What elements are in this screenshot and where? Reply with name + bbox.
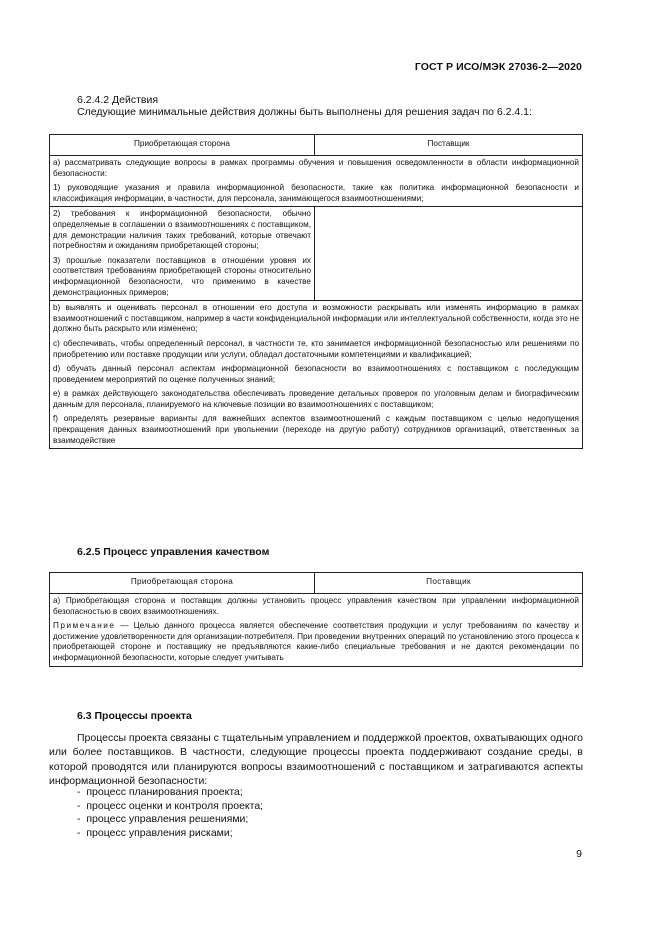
section-6-2-4-2-title: 6.2.4.2 Действия xyxy=(77,94,159,106)
section-6-2-5-title: 6.2.5 Процесс управления качеством xyxy=(77,546,270,558)
list-item: - процесс управления рисками; xyxy=(77,827,263,841)
table-row xyxy=(50,207,583,301)
table-note xyxy=(53,621,579,663)
column-header-acquirer: Приобретающая сторона xyxy=(50,135,315,156)
table-paragraph: 2) требования к информационной безопасности, обычно определяемые в соглашении о взаимоотношениях с поставщиком, для демонстрации наличия таких требований, которые отвечают потребностям и ожиданиям приобретающей стороны; xyxy=(53,209,311,251)
table-paragraph: c) обеспечивать, чтобы определенный персонал, в частности те, кто занимается информационной безопасностью или решениями по приобретению или поставке продукции или услуги, обладал достаточными компетенциями и квалификацией; xyxy=(53,338,579,359)
actions-table xyxy=(49,134,583,449)
list-item: - процесс оценки и контроля проекта; xyxy=(77,800,263,814)
table-row xyxy=(50,594,583,667)
table-paragraph: 3) прошлые показатели поставщиков в отношении уровня их соответствия требованиям приобретающей стороны относительно информационной безопасности, что применимо в качестве демонстрационных примеров; xyxy=(53,255,311,297)
table-cell-joint xyxy=(50,301,583,449)
standard-header: ГОСТ Р ИСО/МЭК 27036-2—2020 xyxy=(414,61,582,73)
section-6-3-paragraph: Процессы проекта связаны с тщательным управлением и поддержкой проектов, охватывающих одного или более поставщиков. В частности, следующие процессы проекта поддерживают создание среды, в которой проводятся или планируются вопросы взаимоотношений с поставщиком и затрагиваются аспекты информационной безопасности: xyxy=(49,732,583,788)
section-6-3-title: 6.3 Процессы проекта xyxy=(77,710,192,722)
table-paragraph: 1) руководящие указания и правила информационной безопасности, такие как политика информационной безопасности и классификация информации, в частности, для персонала, занимающегося взаимоотношениями; xyxy=(53,183,579,203)
table-paragraph: е) в рамках действующего законодательства обеспечивать проведение детальных проверок по уголовным делам и биографическим данным для персонала, планируемого на ключевые позиции во взаимоотношениях с поставщиком; xyxy=(53,389,579,409)
section-6-3-body xyxy=(49,731,583,789)
section-6-2-4-2-intro: Следующие минимальные действия должны быть выполнены для решения задач по 6.2.4.1: xyxy=(77,106,532,118)
table-cell-acquirer xyxy=(50,207,315,301)
page-number: 9 xyxy=(576,848,582,860)
table-header-row xyxy=(50,573,583,594)
table-cell-supplier-empty xyxy=(315,207,583,301)
table-paragraph: а) рассматривать следующие вопросы в рамках программы обучения и повышения осведомленности в области информационной безопасности: xyxy=(53,158,579,178)
table-cell-joint xyxy=(50,594,583,667)
column-header-supplier: Поставщик xyxy=(315,135,583,156)
table-row xyxy=(50,156,583,207)
table-header-row xyxy=(50,135,583,156)
table-paragraph: d) обучать данный персонал аспектам информационной безопасности во взаимоотношениях с поставщиком с последующим проведением мероприятий по оценке полученных знаний; xyxy=(53,364,579,384)
table-row xyxy=(50,301,583,449)
quality-table xyxy=(49,572,583,667)
column-header-acquirer: Приобретающая сторона xyxy=(50,573,315,594)
column-header-supplier: Поставщик xyxy=(315,573,583,594)
list-item: - процесс управления решениями; xyxy=(77,813,263,827)
table-paragraph: b) выявлять и оценивать персонал в отношении его доступа и возможности раскрывать или изменять информацию в рамках взаимоотношений с поставщиком, например в части конфиденциальной информации или интеллектуальной собственности, когда это не должно быть раскрыто или изменено; xyxy=(53,303,579,334)
table-paragraph: f) определять резервные варианты для важнейших аспектов взаимоотношений с каждым поставщиком с целью недопущения прекращения данных взаимоотношений при увольнении (переходе на другую работу) сотрудников организаций, ответственных за взаимодействие xyxy=(53,414,579,445)
table-paragraph: а) Приобретающая сторона и поставщик должны установить процесс управления качеством при управлении информационной безопасностью в своих взаимоотношениях. xyxy=(53,596,579,616)
note-label: Примечание xyxy=(53,621,116,631)
table-cell-joint xyxy=(50,156,583,207)
list-item: - процесс планирования проекта; xyxy=(77,786,263,800)
note-text: — Целью данного процесса является обеспечение соответствия продукции и услуг требованиям по качеству и достижение удовлетворенности для организации-потребителя. При проведении внутренних операций по установлению этого процесса к приобретающей стороне и поставщику не предъявляются какие-либо специальные требования и не даются рекомендации по информационной безопасности, которые следует учитывать xyxy=(53,621,579,662)
project-process-list xyxy=(77,786,263,840)
